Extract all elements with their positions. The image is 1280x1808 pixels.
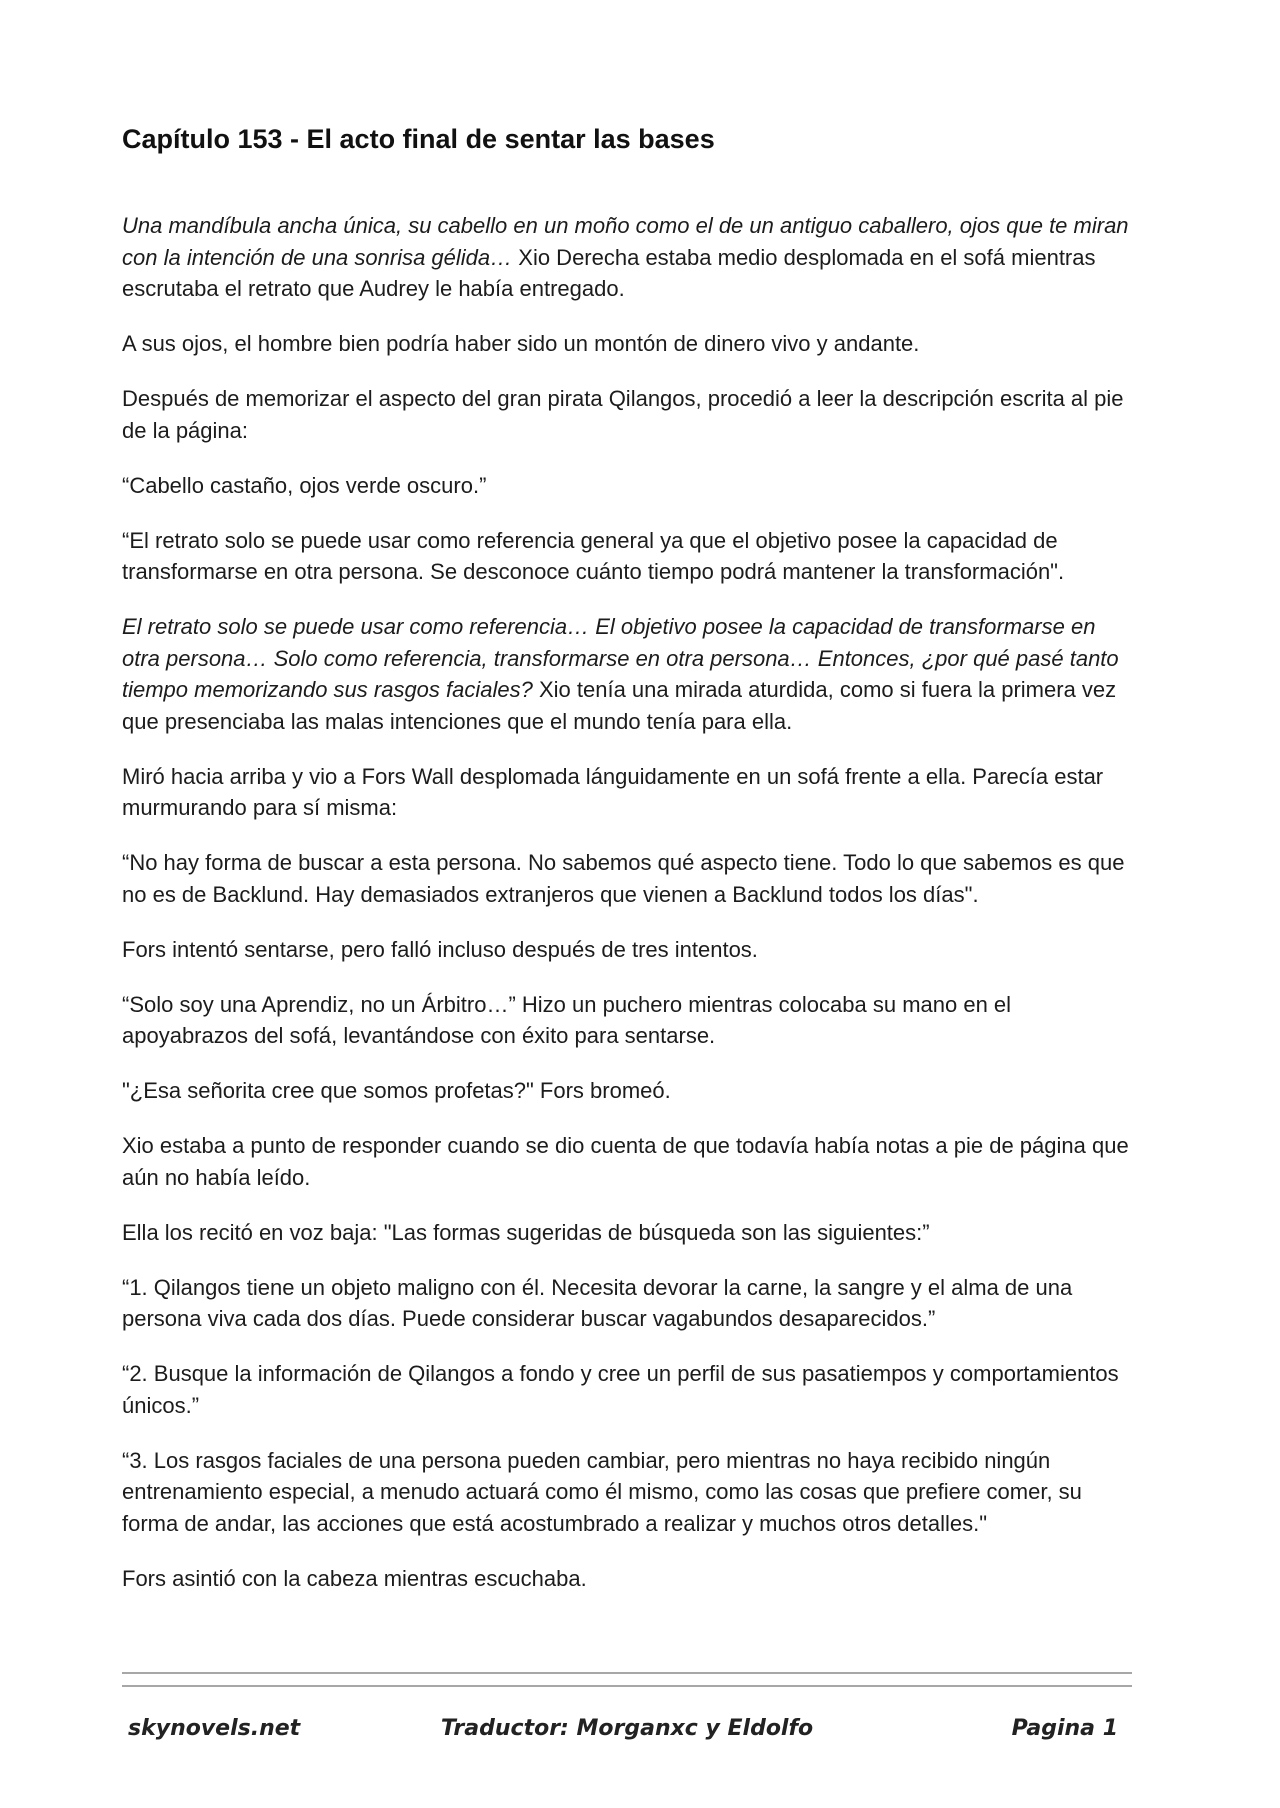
text-segment: “2. Busque la información de Qilangos a fondo y cree un perfil de sus pasatiempos y comportamientos únicos.” [122,1361,1119,1418]
text-segment: “1. Qilangos tiene un objeto maligno con él. Necesita devorar la carne, la sangre y el alma de una persona viva cada dos días. Puede considerar buscar vagabundos desaparecidos.” [122,1274,1073,1331]
text-segment: A sus ojos, el hombre bien podría haber sido un montón de dinero vivo y andante. [122,331,920,356]
italic-text-segment: Una mandíbula ancha única, su cabello en un moño como el de un antiguo caballero, ojos que te miran con la intención de una sonrisa gélida… [122,213,1129,270]
chapter-body [122,210,1132,1618]
body-paragraph [122,761,1132,824]
footer-translator: Traductor: Morganxc y Eldolfo [440,1716,814,1741]
footer-divider-top [122,1672,1132,1674]
italic-text-segment: El retrato solo se puede usar como referencia… El objetivo posee la capacidad de transformarse en otra persona… Solo como referencia, transformarse en otra persona… Entonces, ¿por qué pasé tanto tiempo memorizando sus rasgos faciales? [122,614,1119,702]
body-paragraph [122,1272,1132,1335]
text-segment: "¿Esa señorita cree que somos profetas?" Fors bromeó. [122,1078,671,1103]
text-segment: Xio estaba a punto de responder cuando se dio cuenta de que todavía había notas a pie de página que aún no había leído. [122,1133,1129,1190]
body-paragraph [122,383,1132,446]
text-segment: “3. Los rasgos faciales de una persona pueden cambiar, pero mientras no haya recibido ningún entrenamiento especial, a menudo actuará como él mismo, como las cosas que prefiere comer, su forma de andar, las acciones que está acostumbrado a realizar y muchos otros detalles." [122,1447,1082,1536]
footer-page-number: Pagina 1 [1011,1716,1118,1741]
text-segment: Miró hacia arriba y vio a Fors Wall desplomada lánguidamente en un sofá frente a ella. Parecía estar murmurando para sí misma: [122,763,1104,820]
text-segment: Xio Derecha estaba medio desplomada en el sofá mientras escrutaba el retrato que Audrey le había entregado. [122,244,1096,301]
body-paragraph [122,1563,1132,1595]
chapter-title: Capítulo 153 - El acto final de sentar las bases [122,124,715,154]
text-segment: Xio tenía una mirada aturdida, como si fuera la primera vez que presenciaba las malas intenciones que el mundo tenía para ella. [122,677,1117,734]
body-paragraph [122,1217,1132,1249]
body-paragraph [122,1130,1132,1193]
text-segment: Ella los recitó en voz baja: "Las formas sugeridas de búsqueda son las siguientes:” [122,1219,930,1245]
body-paragraph [122,1358,1132,1421]
footer-site: skynovels.net [128,1716,301,1741]
text-segment: “No hay forma de buscar a esta persona. No sabemos qué aspecto tiene. Todo lo que sabemos es que no es de Backlund. Hay demasiados extranjeros que vienen a Backlund todos los días". [122,850,1125,907]
body-paragraph [122,934,1132,966]
body-paragraph [122,989,1132,1052]
text-segment: Fors asintió con la cabeza mientras escuchaba. [122,1565,587,1591]
page-footer [122,1716,1132,1752]
body-paragraph [122,1075,1132,1107]
body-paragraph [122,525,1132,588]
body-paragraph [122,328,1132,360]
body-paragraph [122,470,1132,502]
document-page [122,0,1132,1808]
text-segment: Después de memorizar el aspecto del gran pirata Qilangos, procedió a leer la descripción escrita al pie de la página: [122,386,1124,443]
text-segment: “Solo soy una Aprendiz, no un Árbitro…” Hizo un puchero mientras colocaba su mano en el apoyabrazos del sofá, levantándose con éxito para sentarse. [122,991,1012,1048]
body-paragraph [122,847,1132,910]
text-segment: Fors intentó sentarse, pero falló incluso después de tres intentos. [122,936,758,962]
text-segment: “Cabello castaño, ojos verde oscuro.” [122,472,487,498]
body-paragraph [122,210,1132,305]
footer-divider-bottom [122,1685,1132,1687]
body-paragraph [122,1445,1132,1540]
body-paragraph [122,611,1132,737]
text-segment: “El retrato solo se puede usar como referencia general ya que el objetivo posee la capacidad de transformarse en otra persona. Se desconoce cuánto tiempo podrá mantener la transformación". [122,527,1065,584]
